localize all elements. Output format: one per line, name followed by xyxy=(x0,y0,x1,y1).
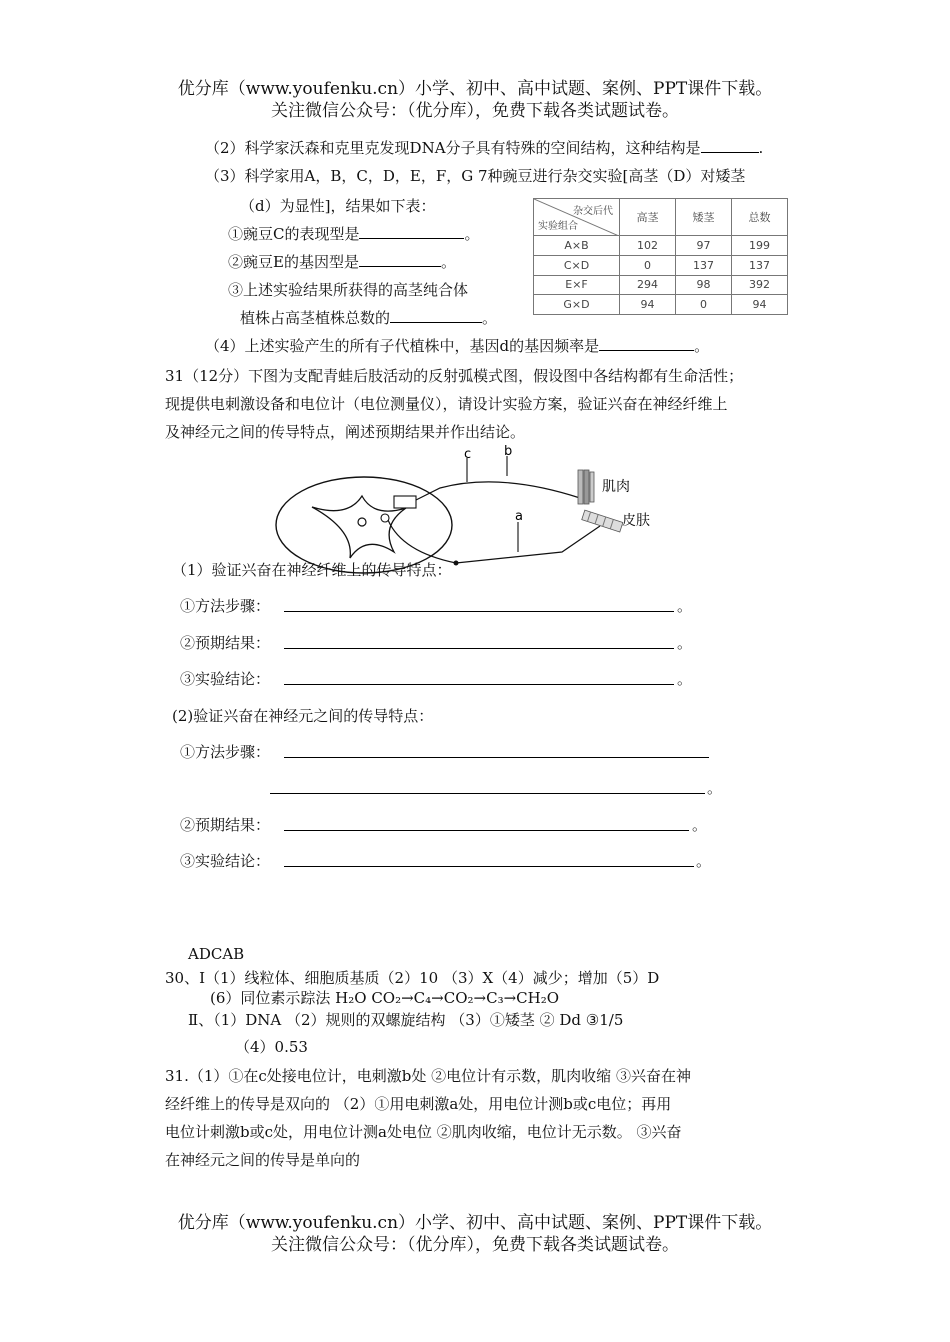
q31-line-3: 及神经元之间的传导特点，阐述预期结果并作出结论。 xyxy=(165,423,526,441)
row-combo: C×D xyxy=(534,255,620,275)
footer-line-1: 优分库（www.youfenku.cn）小学、初中、高中试题、案例、PPT课件下载。 xyxy=(177,1213,773,1233)
interneuron-box xyxy=(394,496,416,508)
reflex-arc-diagram xyxy=(270,440,670,575)
label-b: b xyxy=(504,444,513,459)
q30-sub-3-line2: 植株占高茎植株总数的 。 xyxy=(240,309,498,327)
part1-result-end: 。 xyxy=(677,634,693,652)
part1-result-label: ②预期结果： xyxy=(180,634,271,652)
header-line-1: 优分库（www.youfenku.cn）小学、初中、高中试题、案例、PPT课件下载。 xyxy=(177,79,773,99)
part2-conclusion-blank[interactable] xyxy=(284,866,694,867)
part1-result-blank[interactable] xyxy=(284,648,674,649)
row-combo: A×B xyxy=(534,236,620,256)
header-bottom-label: 实验组合 xyxy=(538,221,578,232)
answer-30-line2: (6）同位素示踪法 H₂O CO₂→C₄→CO₂→C₃→CH₂O xyxy=(210,989,560,1007)
part1-conclusion-blank[interactable] xyxy=(284,684,674,685)
row-tall: 102 xyxy=(620,236,676,256)
part1-conclusion-label: ③实验结论： xyxy=(180,670,271,688)
row-tall: 94 xyxy=(620,295,676,315)
answer-31-line1: 31.（1）①在c处接电位计，电刺激b处 ②电位计有示数，肌肉收缩 ③兴奋在神 xyxy=(165,1067,691,1085)
header-top-label: 杂交后代 xyxy=(573,206,613,217)
skin-icon xyxy=(582,510,623,532)
q30-item-4: （4）上述实验产生的所有子代植株中，基因d的基因频率是 。 xyxy=(205,337,710,355)
col-header-tall: 高茎 xyxy=(620,199,676,236)
row-total: 137 xyxy=(732,255,788,275)
part2-result-blank[interactable] xyxy=(284,830,689,831)
table-row xyxy=(534,295,788,315)
answer-30-line3: Ⅱ、（1）DNA （2）规则的双螺旋结构 （3）①矮茎 ② Dd ③1/5 xyxy=(188,1011,624,1029)
part2-step-blank-2[interactable] xyxy=(270,793,705,794)
sensory-nerve xyxy=(388,520,600,563)
label-muscle: 肌肉 xyxy=(602,479,630,495)
answer-mc: ADCAB xyxy=(188,945,245,963)
row-tall: 294 xyxy=(620,275,676,295)
part2-conclusion-end: 。 xyxy=(696,852,712,870)
answer-30-line4: （4）0.53 xyxy=(235,1038,308,1056)
part2-title: (2)验证兴奋在神经元之间的传导特点： xyxy=(172,707,434,725)
part2-step-label: ①方法步骤： xyxy=(180,743,271,761)
label-a: a xyxy=(515,509,523,524)
col-header-total: 总数 xyxy=(732,199,788,236)
q30-item-2: （2）科学家沃森和克里克发现DNA分子具有特殊的空间结构，这种结构是 . xyxy=(205,139,764,157)
q30-sub-2: ②豌豆E的基因型是 。 xyxy=(228,253,456,271)
table-row xyxy=(534,275,788,295)
row-combo: E×F xyxy=(534,275,620,295)
ganglion-dot xyxy=(454,561,459,566)
cross-results-table xyxy=(533,198,788,315)
row-total: 392 xyxy=(732,275,788,295)
table-corner-header xyxy=(534,199,620,236)
answer-30-line1: 30、Ⅰ（1）线粒体、细胞质基质（2）10 （3）X（4）减少；增加（5）D xyxy=(165,969,660,987)
row-total: 94 xyxy=(732,295,788,315)
row-dwarf: 98 xyxy=(676,275,732,295)
q31-line-1: 31（12分）下图为支配青蛙后肢活动的反射弧模式图，假设图中各结构都有生命活性； xyxy=(165,367,744,385)
q30-item-3-line2: （d）为显性]，结果如下表： xyxy=(240,197,436,215)
row-combo: G×D xyxy=(534,295,620,315)
answer-31-line2: 经纤维上的传导是双向的 （2）①用电刺激a处，用电位计测b或c电位；再用 xyxy=(165,1095,672,1113)
part2-step-blank-1[interactable] xyxy=(284,757,709,758)
header-line-2: 关注微信公众号：（优分库），免费下载各类试题试卷。 xyxy=(271,101,679,121)
part1-title: （1）验证兴奋在神经纤维上的传导特点： xyxy=(172,561,452,579)
q31-line-2: 现提供电刺激设备和电位计（电位测量仪），请设计实验方案，验证兴奋在神经纤维上 xyxy=(165,395,728,413)
row-dwarf: 97 xyxy=(676,236,732,256)
q30-item-3-line1: （3）科学家用A，B，C，D，E，F，G 7种豌豆进行杂交实验[高茎（D）对矮茎 xyxy=(205,167,746,185)
part2-result-label: ②预期结果： xyxy=(180,816,271,834)
part2-conclusion-label: ③实验结论： xyxy=(180,852,271,870)
part2-step-end: 。 xyxy=(707,779,723,797)
table-row xyxy=(534,236,788,256)
part1-conclusion-end: 。 xyxy=(677,670,693,688)
answer-31-line4: 在神经元之间的传导是单向的 xyxy=(165,1151,361,1169)
table-row xyxy=(534,255,788,275)
part1-step-label: ①方法步骤： xyxy=(180,597,271,615)
row-total: 199 xyxy=(732,236,788,256)
answer-31-line3: 电位计刺激b或c处，用电位计测a处电位 ②肌肉收缩，电位计无示数。 ③兴奋 xyxy=(165,1123,682,1141)
label-skin: 皮肤 xyxy=(622,513,650,529)
q30-sub-1: ①豌豆C的表现型是 。 xyxy=(228,225,480,243)
q30-sub-3-line1: ③上述实验结果所获得的高茎纯合体 xyxy=(228,281,469,299)
label-c: c xyxy=(464,447,472,462)
part1-step-end: 。 xyxy=(677,597,693,615)
part1-step-blank[interactable] xyxy=(284,611,674,612)
col-header-dwarf: 矮茎 xyxy=(676,199,732,236)
row-dwarf: 0 xyxy=(676,295,732,315)
muscle-icon xyxy=(578,470,594,504)
footer-line-2: 关注微信公众号：（优分库），免费下载各类试题试卷。 xyxy=(271,1235,679,1255)
row-dwarf: 137 xyxy=(676,255,732,275)
motor-nerve xyxy=(416,482,580,500)
row-tall: 0 xyxy=(620,255,676,275)
part2-result-end: 。 xyxy=(692,816,708,834)
central-canal xyxy=(358,518,366,526)
